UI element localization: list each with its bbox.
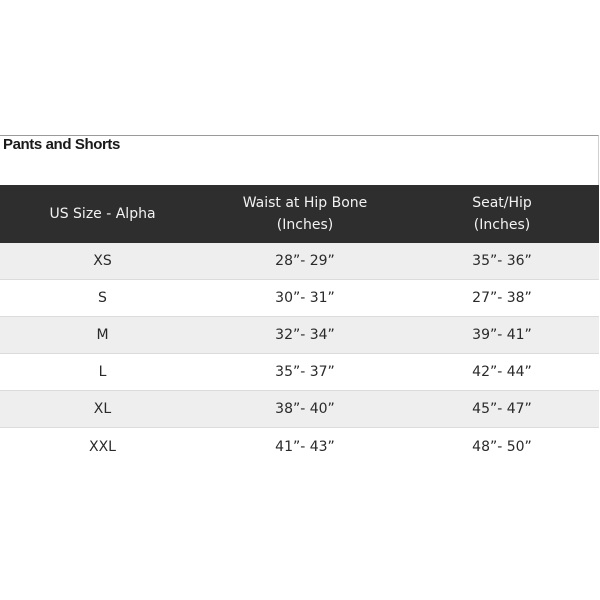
table-row — [0, 317, 599, 354]
cell-waist: 28”- 29” — [205, 243, 405, 280]
table-row — [0, 243, 599, 280]
header-waist-unit: (Inches) — [276, 217, 334, 233]
header-seat-label: Seat/Hip — [472, 195, 532, 211]
header-waist-label: Waist at Hip Bone — [242, 195, 368, 211]
cell-size: M — [0, 317, 205, 354]
table-row — [0, 391, 599, 428]
cell-waist: 30”- 31” — [205, 280, 405, 317]
cell-seat: 35”- 36” — [405, 243, 599, 280]
cell-waist: 38”- 40” — [205, 391, 405, 428]
size-chart-table — [0, 185, 599, 465]
cell-seat: 39”- 41” — [405, 317, 599, 354]
cell-seat: 27”- 38” — [405, 280, 599, 317]
table-row — [0, 354, 599, 391]
header-us-size — [0, 185, 205, 243]
table-row — [0, 280, 599, 317]
chart-title: Pants and Shorts — [3, 136, 120, 153]
cell-waist: 35”- 37” — [205, 354, 405, 391]
cell-seat: 45”- 47” — [405, 391, 599, 428]
cell-size: L — [0, 354, 205, 391]
header-waist — [205, 185, 405, 243]
cell-seat: 48”- 50” — [405, 428, 599, 466]
cell-size: XL — [0, 391, 205, 428]
cell-waist: 41”- 43” — [205, 428, 405, 466]
cell-size: XXL — [0, 428, 205, 466]
size-chart-card — [0, 135, 599, 464]
header-seat-unit: (Inches) — [473, 217, 531, 233]
header-seat — [405, 185, 599, 243]
table-row — [0, 428, 599, 466]
table-header-row — [0, 185, 599, 243]
header-us-size-label: US Size - Alpha — [49, 206, 156, 222]
cell-waist: 32”- 34” — [205, 317, 405, 354]
cell-size: XS — [0, 243, 205, 280]
cell-size: S — [0, 280, 205, 317]
cell-seat: 42”- 44” — [405, 354, 599, 391]
